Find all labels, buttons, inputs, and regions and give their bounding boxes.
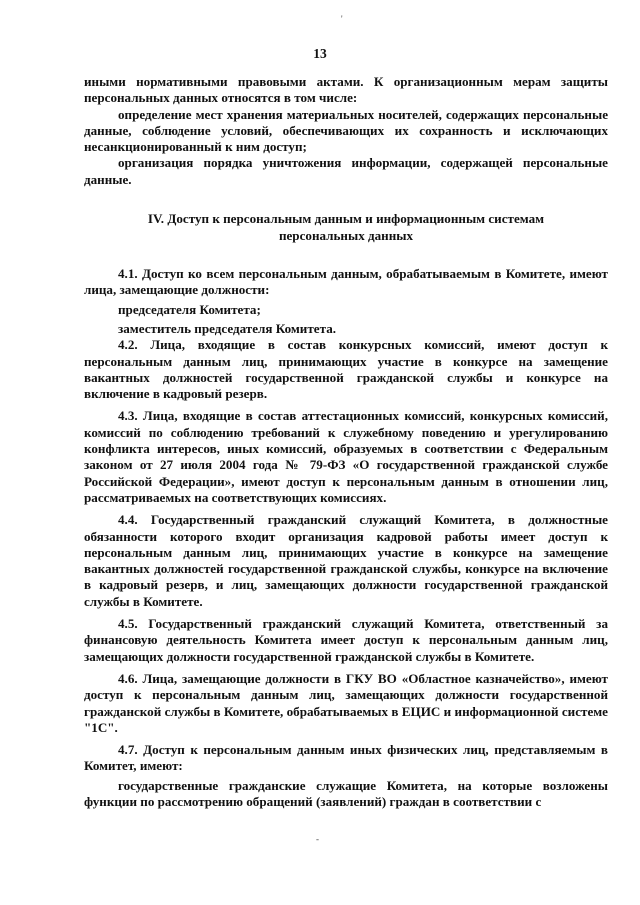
scan-mark-top: '	[341, 14, 343, 24]
paragraph-4-4: 4.4. Государственный гражданский служащий Комитета, в должностные обязанности которого входит организация кадровой работы имеет доступ к персональным данным лиц, принимающих участие в конкурсе на замещение вакантных должностей государственной гражданской службы, конкурсе на включение в кадровый резерв, и лиц, замещающих должности государственной гражданской службы в Комитете.	[84, 512, 608, 609]
paragraph-4-3: 4.3. Лица, входящие в состав аттестационных комиссий, конкурсных комиссий, комиссий по соблюдению требований к служебному поведению и урегулированию конфликта интересов, иных комиссий, образуемых в соответствии с Федеральным законом от 27 июля 2004 года № 79-ФЗ «О государственной гражданской службе Российской Федерации», имеют доступ к персональным данным в отношении лиц, рассматриваемых на соответствующих комиссиях.	[84, 408, 608, 505]
paragraph: определение мест хранения материальных носителей, содержащих персональные данные, соблюдение условий, обеспечивающих их сохранность и исключающих несанкционированный к ним доступ;	[84, 106, 608, 155]
list-item: заместитель председателя Комитета.	[118, 320, 337, 336]
section-heading-line-1: IV. Доступ к персональным данным и информационным системам	[147, 211, 545, 227]
section-heading-line-2: персональных данных	[278, 228, 414, 244]
section-heading	[84, 210, 608, 244]
paragraph: иными нормативными правовыми актами. К организационным мерам защиты персональных данных относятся в том числе:	[84, 74, 608, 106]
paragraph-4-5: 4.5. Государственный гражданский служащий Комитета, ответственный за финансовую деятельность Комитета имеет доступ к персональным данным лиц, замещающих должности государственной гражданской службы в Комитете.	[84, 616, 608, 664]
paragraph-4-6: 4.6. Лица, замещающие должности в ГКУ ВО «Областное казначейство», имеют доступ к персональным данным лиц, замещающих должности государственной гражданской службы в Комитете, обрабатываемых в ЕЦИС и информационной системе "1С".	[84, 670, 608, 735]
document-body	[84, 74, 608, 810]
paragraph-4-1: 4.1. Доступ ко всем персональным данным, обрабатываемым в Комитете, имеют лица, замещающие должности:	[84, 266, 608, 298]
page-number: 13	[313, 46, 327, 61]
scan-mark-bottom: -	[316, 834, 319, 844]
paragraph-4-7: 4.7. Доступ к персональным данным иных физических лиц, представляемым в Комитет, имеют:	[84, 742, 608, 774]
paragraph: организация порядка уничтожения информации, содержащей персональные данные.	[84, 155, 608, 187]
paragraph-4-2: 4.2. Лица, входящие в состав конкурсных комиссий, имеют доступ к персональным данным лиц, принимающих участие в конкурсе на замещение вакантных должностей государственной гражданской службы и конкурсе на включение в кадровый резерв.	[84, 337, 608, 402]
paragraph-4-7-item: государственные гражданские служащие Комитета, на которые возложены функции по рассмотрению обращений (заявлений) граждан в соответствии с	[84, 777, 608, 809]
list-item: председателя Комитета;	[118, 301, 261, 317]
